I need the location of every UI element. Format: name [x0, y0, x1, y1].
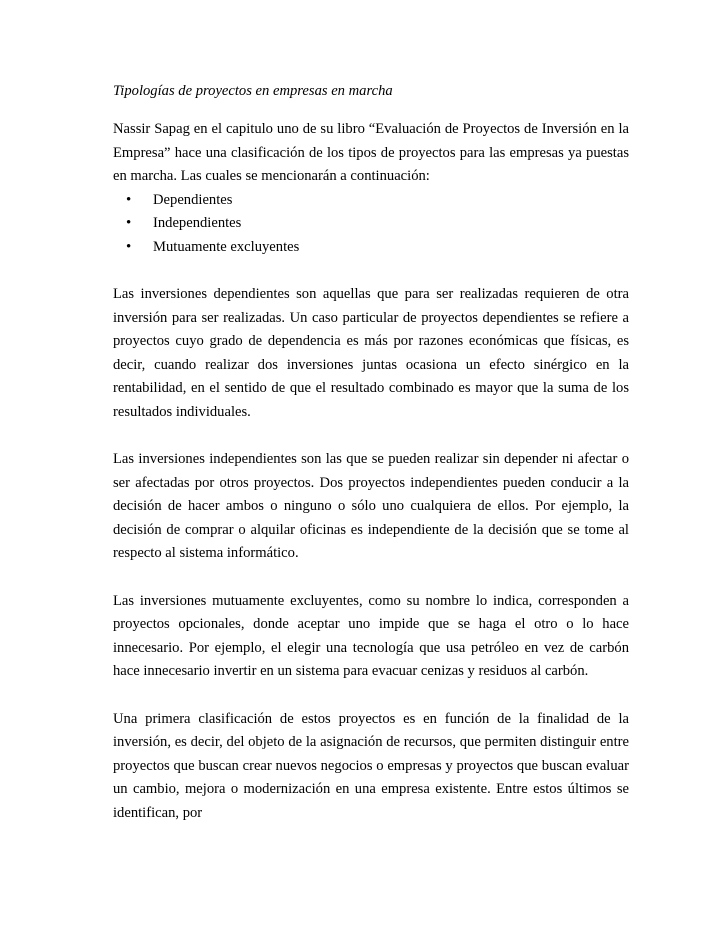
paragraph-mutuamente-excluyentes: Las inversiones mutuamente excluyentes, como su nombre lo indica, corresponden a proyectos opcionales, donde aceptar uno impide que se haga el otro o lo hace innecesario. Por ejemplo, el elegir una tecnología que usa petróleo en vez de carbón hace innecesario invertir en un sistema para evacuar cenizas y residuos al carbón. [113, 592, 629, 679]
list-item [113, 236, 629, 260]
paragraph-clasificacion: Una primera clasificación de estos proyectos es en función de la finalidad de la inversión, es decir, del objeto de la asignación de recursos, que permiten distinguir entre proyectos que buscan crear nuevos negocios o empresas y proyectos que buscan evaluar un cambio, mejora o modernización en una empresa existente. Entre estos últimos se identifican, por [113, 710, 629, 821]
bullet-icon: • [126, 191, 132, 208]
bullet-icon: • [126, 215, 132, 231]
list-item-label: Mutuamente excluyentes [153, 238, 300, 255]
list-item-label: Independientes [153, 215, 242, 231]
paragraph-dependientes: Las inversiones dependientes son aquellas que para ser realizadas requieren de otra inversión para ser realizadas. Un caso particular de proyectos dependientes se refiere a proyectos cuyo grado de dependencia es más por razones económicas que físicas, es decir, cuando realizar dos inversiones juntas ocasiona un efecto sinérgico en la rentabilidad, en el sentido de que el resultado combinado es mayor que la suma de los resultados individuales. [113, 286, 629, 420]
list-item [113, 189, 629, 213]
document-title: Tipologías de proyectos en empresas en marcha [113, 83, 393, 99]
document-page [113, 80, 629, 825]
project-types-list [113, 189, 629, 260]
bullet-icon: • [126, 238, 132, 255]
list-item [113, 212, 629, 236]
list-item-label: Dependientes [153, 191, 233, 208]
intro-paragraph: Nassir Sapag en el capitulo uno de su libro “Evaluación de Proyectos de Inversión en la Empresa” hace una clasificación de los tipos de proyectos para las empresas ya puestas en marcha. Las cuales se mencionarán a continuación: [113, 121, 629, 184]
paragraph-independientes: Las inversiones independientes son las que se pueden realizar sin depender ni afectar o ser afectadas por otros proyectos. Dos proyectos independientes pueden conducir a la decisión de hacer ambos o ninguno o sólo uno cualquiera de ellos. Por ejemplo, la decisión de comprar o alquilar oficinas es independiente de la decisión que se tome al respecto al sistema informático. [113, 451, 629, 561]
